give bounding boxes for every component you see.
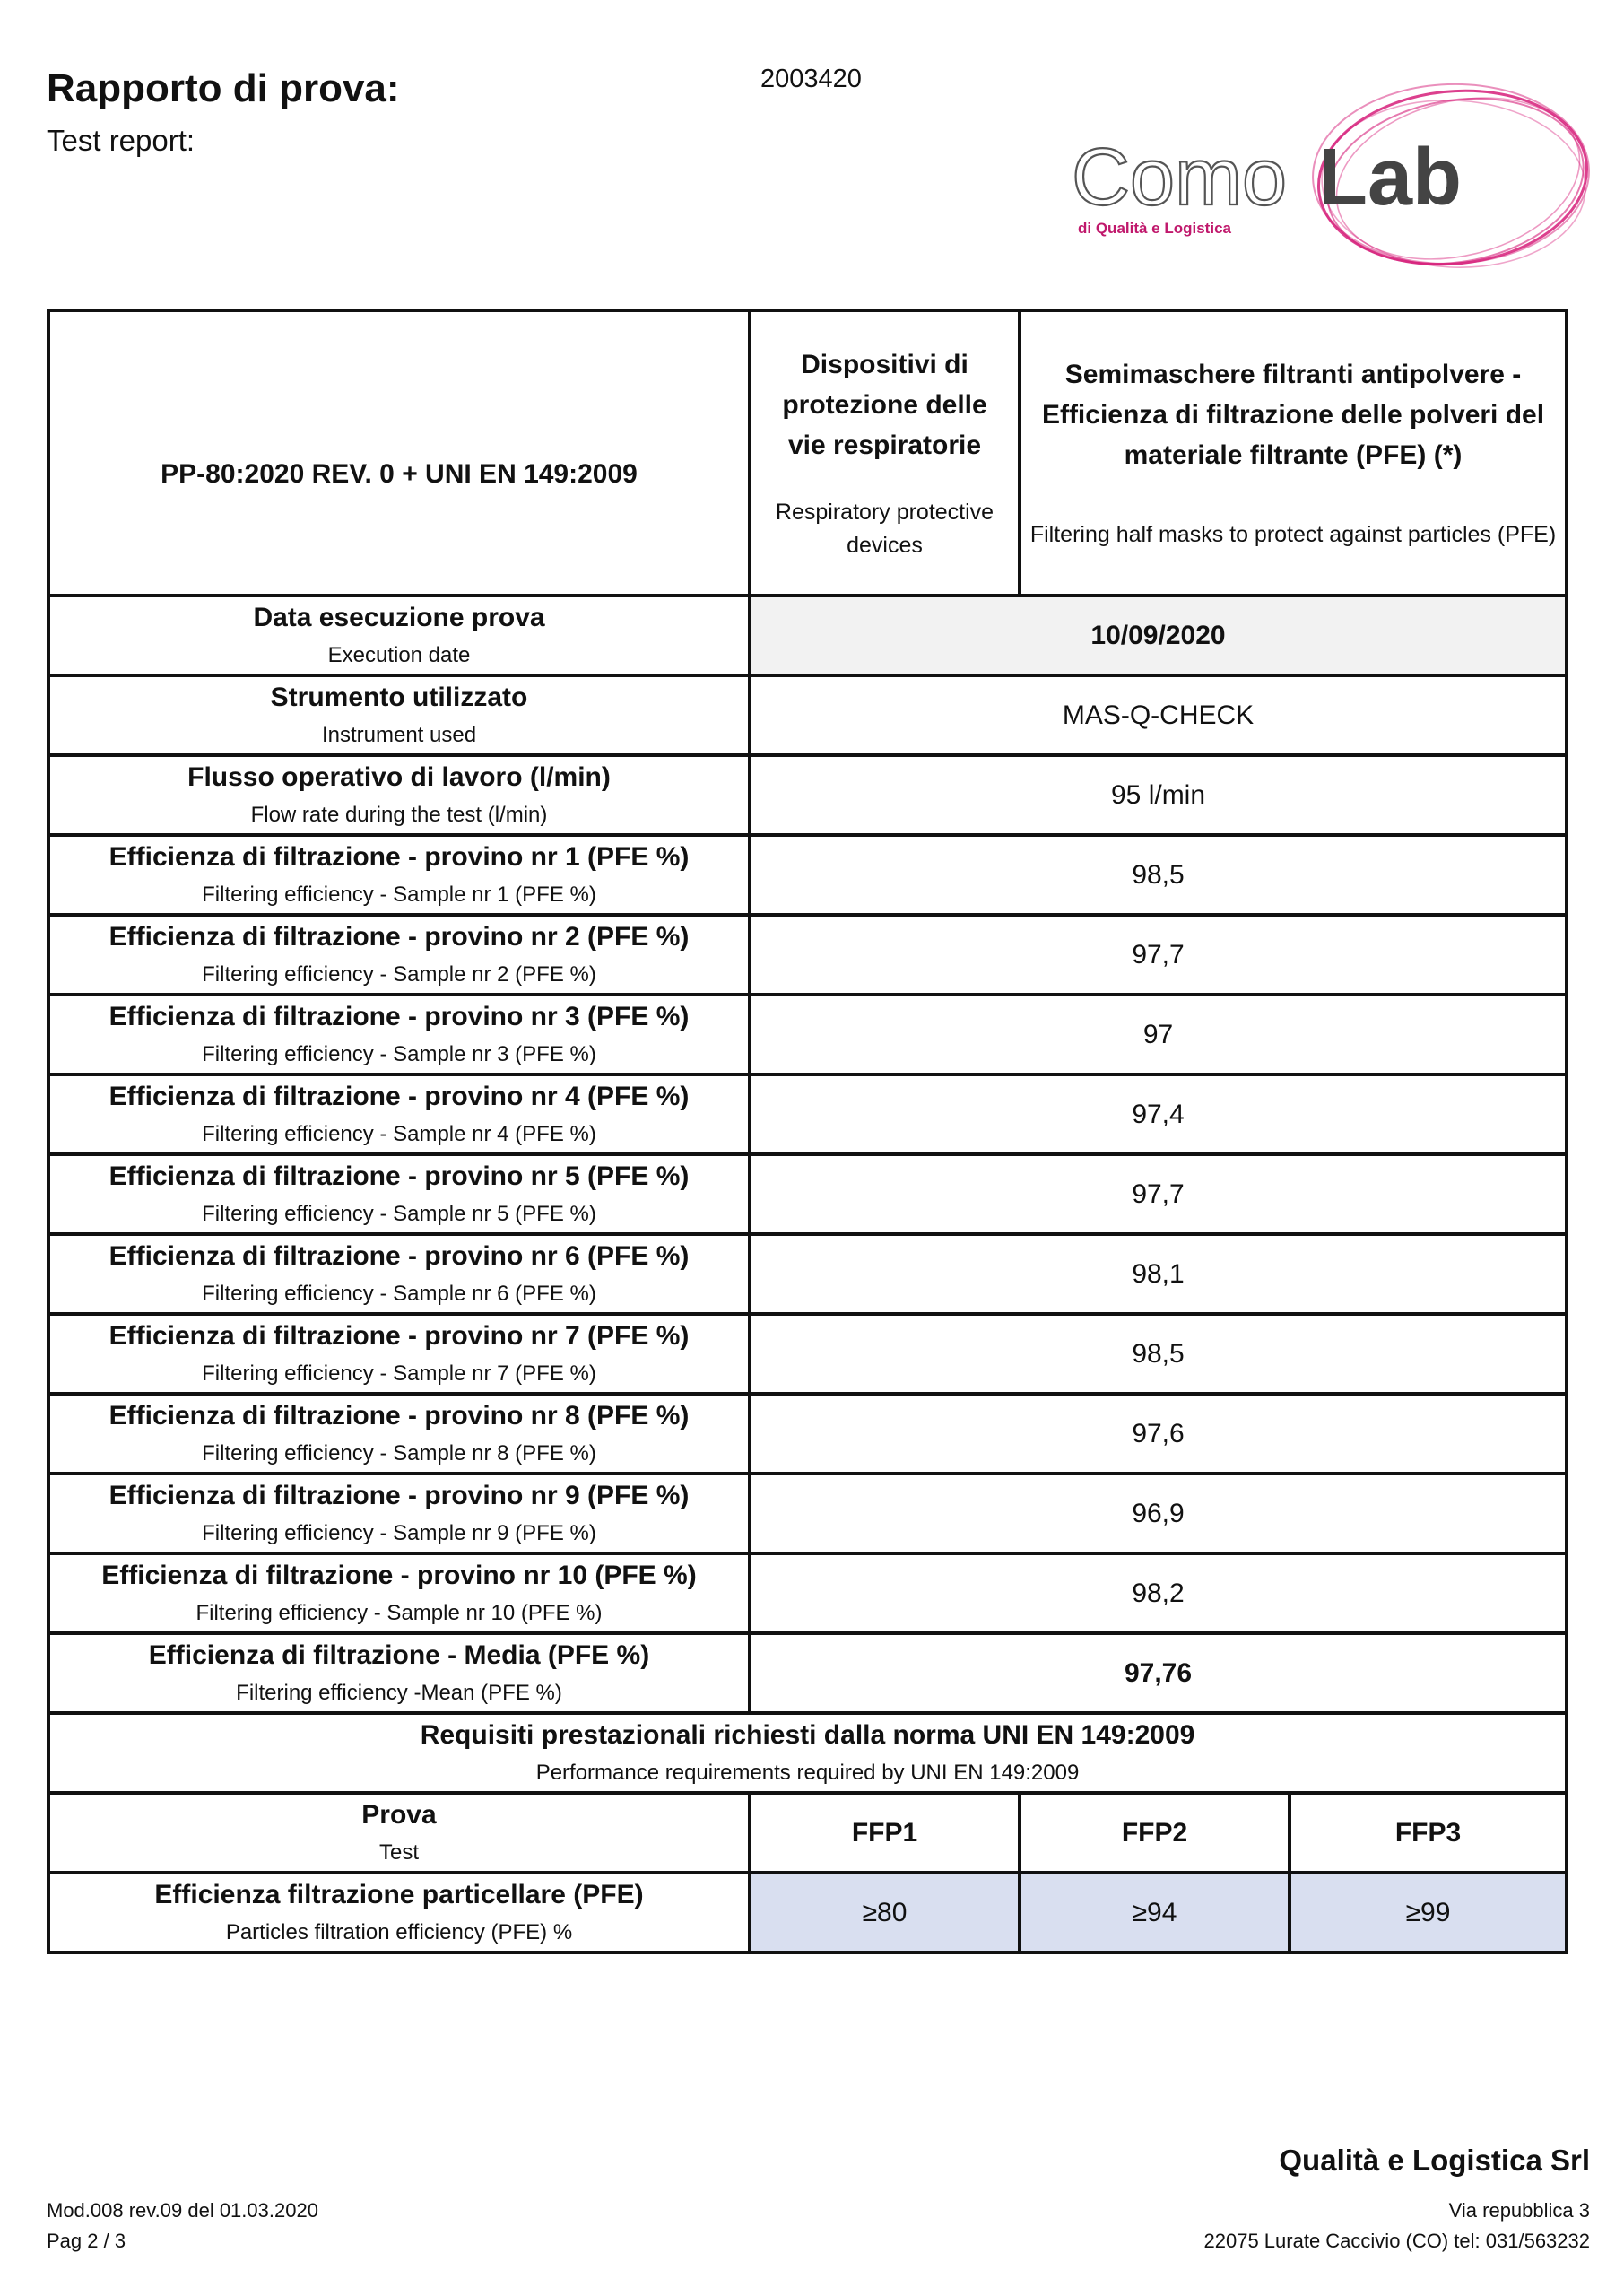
footer-model: Mod.008 rev.09 del 01.03.2020: [47, 2199, 318, 2222]
requirements-title-en: Performance requirements required by UNI EN 149:2009: [535, 1760, 1080, 1785]
row-label-cell: [48, 1553, 750, 1633]
table-row: [48, 1394, 1567, 1474]
mean-value: 97,76: [1124, 1657, 1193, 1688]
row-value: 97,4: [1132, 1099, 1185, 1129]
requirements-title-row: [48, 1713, 1567, 1793]
row-value: 98,5: [1132, 1338, 1185, 1369]
row-label-cell: [48, 915, 750, 995]
pfe-ffp2-cell: [1020, 1873, 1290, 1952]
row-label-it: Efficienza di filtrazione - provino nr 1 (PFE %): [109, 842, 690, 873]
requirements-title-it: Requisiti prestazionali richiesti dalla norma UNI EN 149:2009: [420, 1720, 1195, 1751]
row-label-cell: [48, 675, 750, 755]
row-value-cell: [750, 1074, 1567, 1154]
row-value-cell: [750, 755, 1567, 835]
row-value-cell: [750, 1154, 1567, 1234]
row-value-cell: [750, 1553, 1567, 1633]
row-label-it: Efficienza di filtrazione - provino nr 10 (PFE %): [101, 1561, 697, 1591]
row-label-it: Efficienza di filtrazione - provino nr 8 (PFE %): [109, 1401, 690, 1431]
row-value: 98,1: [1132, 1258, 1185, 1289]
footer-address: Via repubblica 3: [1448, 2199, 1590, 2222]
pfe-ffp3-value: ≥99: [1405, 1897, 1451, 1927]
device-label-en: Respiratory protective devices: [775, 500, 994, 558]
pfe-ffp1-cell: [750, 1873, 1020, 1952]
class-ffp3-cell: [1290, 1793, 1567, 1873]
row-label-cell: [48, 1074, 750, 1154]
scope-cell: [1020, 310, 1567, 596]
table-row: [48, 1474, 1567, 1553]
row-label-cell: [48, 835, 750, 915]
row-value: 98,2: [1132, 1578, 1185, 1608]
row-label-it: Efficienza di filtrazione - provino nr 7 (PFE %): [109, 1321, 690, 1352]
row-label-it: Efficienza di filtrazione - provino nr 4 (PFE %): [109, 1082, 690, 1112]
row-label-en: Filtering efficiency - Sample nr 8 (PFE %): [202, 1440, 596, 1465]
device-label-it: Dispositivi di protezione delle vie respiratorie: [782, 350, 987, 461]
row-label-cell: [48, 1234, 750, 1314]
logo-tagline: di Qualità e Logistica: [1078, 220, 1231, 237]
class-ffp2: FFP2: [1121, 1817, 1188, 1848]
row-value-cell: [750, 995, 1567, 1074]
pfe-label-cell: [48, 1873, 750, 1952]
row-value-cell: [750, 1314, 1567, 1394]
standard-label: PP-80:2020 REV. 0 + UNI EN 149:2009: [161, 458, 638, 489]
row-value: 97,6: [1132, 1418, 1185, 1448]
pfe-requirements-row: [48, 1873, 1567, 1952]
footer-company: Qualità e Logistica Srl: [1279, 2144, 1590, 2177]
row-value-cell: [750, 1394, 1567, 1474]
row-value-cell: [750, 675, 1567, 755]
row-label-en: Filtering efficiency - Sample nr 1 (PFE %): [202, 882, 596, 907]
table-row: [48, 1074, 1567, 1154]
scope-label-it: Semimaschere filtranti antipolvere - Efficienza di filtrazione delle polveri del materiale filtrante (PFE) (*): [1041, 360, 1545, 471]
row-label-cell: [48, 1474, 750, 1553]
pfe-label-it: Efficienza filtrazione particellare (PFE): [154, 1880, 644, 1910]
row-label-it: Flusso operativo di lavoro (l/min): [187, 762, 611, 793]
mean-row: [48, 1633, 1567, 1713]
row-value: MAS-Q-CHECK: [1062, 700, 1255, 730]
row-label-en: Filtering efficiency - Sample nr 2 (PFE %): [202, 961, 596, 987]
row-label-it: Efficienza di filtrazione - provino nr 9 (PFE %): [109, 1481, 690, 1511]
row-label-en: Instrument used: [321, 722, 477, 747]
requirements-title-cell: [48, 1713, 1567, 1793]
row-value: 97,7: [1132, 939, 1185, 970]
table-row: [48, 596, 1567, 675]
row-value: 97: [1142, 1019, 1174, 1049]
report-title: Rapporto di prova:: [47, 66, 400, 110]
mean-value-cell: [750, 1633, 1567, 1713]
row-value: 96,9: [1132, 1498, 1185, 1528]
row-value: 95 l/min: [1110, 779, 1206, 810]
row-label-en: Filtering efficiency - Sample nr 9 (PFE %): [202, 1520, 596, 1545]
class-ffp1-cell: [750, 1793, 1020, 1873]
row-label-it: Efficienza di filtrazione - provino nr 3 (PFE %): [109, 1002, 690, 1032]
row-label-en: Flow rate during the test (l/min): [250, 802, 548, 827]
footer-page: Pag 2 / 3: [47, 2230, 126, 2252]
device-cell: [750, 310, 1020, 596]
row-label-en: Filtering efficiency - Sample nr 10 (PFE %): [195, 1600, 603, 1625]
row-value-cell: [750, 1474, 1567, 1553]
class-ffp1: FFP1: [851, 1817, 918, 1848]
row-label-en: Execution date: [327, 642, 471, 667]
logo-lab-text: Lab: [1318, 133, 1463, 222]
table-row: [48, 1234, 1567, 1314]
row-label-it: Data esecuzione prova: [253, 603, 545, 633]
execution-date-value: [750, 596, 1567, 675]
standard-cell: [48, 310, 750, 596]
row-label-cell: [48, 1314, 750, 1394]
row-label-it: Efficienza di filtrazione - provino nr 5 (PFE %): [109, 1161, 690, 1192]
mean-label-en: Filtering efficiency -Mean (PFE %): [236, 1680, 562, 1705]
table-row: [48, 835, 1567, 915]
row-value-cell: [750, 1234, 1567, 1314]
table-row: [48, 995, 1567, 1074]
table-header-row: [48, 310, 1567, 596]
pfe-ffp3-cell: [1290, 1873, 1567, 1952]
row-label-cell: [48, 596, 750, 675]
row-value-cell: [750, 915, 1567, 995]
row-label-en: Filtering efficiency - Sample nr 5 (PFE %): [202, 1201, 596, 1226]
test-label-en: Test: [378, 1839, 419, 1865]
row-label-en: Filtering efficiency - Sample nr 7 (PFE %): [202, 1361, 596, 1386]
test-results-table: [47, 309, 1568, 1954]
row-label-en: Filtering efficiency - Sample nr 6 (PFE %): [202, 1281, 596, 1306]
footer-city: 22075 Lurate Caccivio (CO) tel: 031/563232: [1203, 2230, 1590, 2252]
table-row: [48, 915, 1567, 995]
row-value: 10/09/2020: [1090, 620, 1226, 650]
row-label-en: Filtering efficiency - Sample nr 3 (PFE %): [202, 1041, 596, 1066]
test-label-cell: [48, 1793, 750, 1873]
class-ffp3: FFP3: [1394, 1817, 1462, 1848]
mean-label-it: Efficienza di filtrazione - Media (PFE %): [148, 1640, 650, 1671]
row-label-it: Efficienza di filtrazione - provino nr 2 (PFE %): [109, 922, 690, 952]
report-number: 2003420: [760, 65, 862, 93]
class-ffp2-cell: [1020, 1793, 1290, 1873]
table-row: [48, 1154, 1567, 1234]
report-subtitle: Test report:: [47, 124, 195, 157]
pfe-ffp1-value: ≥80: [862, 1897, 908, 1927]
pfe-ffp2-value: ≥94: [1132, 1897, 1177, 1927]
row-label-it: Strumento utilizzato: [270, 683, 528, 713]
logo-como-text: Como: [1072, 133, 1288, 222]
row-label-cell: [48, 1394, 750, 1474]
table-row: [48, 1553, 1567, 1633]
row-label-cell: [48, 755, 750, 835]
row-label-cell: [48, 1154, 750, 1234]
comolab-logo: [1067, 81, 1605, 278]
row-label-cell: [48, 1633, 750, 1713]
requirements-header-row: [48, 1793, 1567, 1873]
row-label-it: Efficienza di filtrazione - provino nr 6 (PFE %): [109, 1241, 690, 1272]
row-label-en: Filtering efficiency - Sample nr 4 (PFE %): [202, 1121, 596, 1146]
row-value: 98,5: [1132, 859, 1185, 890]
row-value-cell: [750, 835, 1567, 915]
scope-label-en: Filtering half masks to protect against particles (PFE): [1029, 522, 1557, 548]
row-value: 97,7: [1132, 1178, 1185, 1209]
table-row: [48, 755, 1567, 835]
table-row: [48, 1314, 1567, 1394]
table-row: [48, 675, 1567, 755]
test-label-it: Prova: [361, 1800, 437, 1831]
pfe-label-en: Particles filtration efficiency (PFE) %: [225, 1919, 573, 1944]
row-label-cell: [48, 995, 750, 1074]
